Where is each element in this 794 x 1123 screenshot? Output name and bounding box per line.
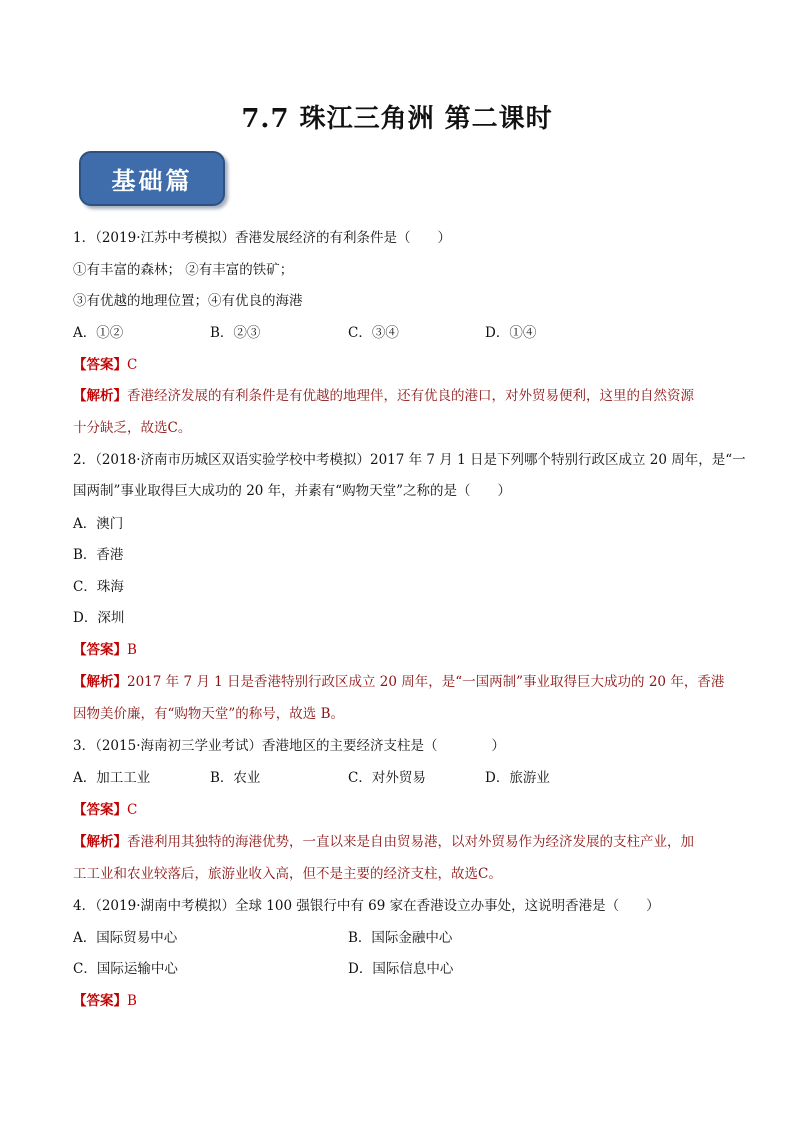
page-title: 7.7 珠江三角洲 第二课时 [241, 104, 553, 134]
q2-explanation-text-1: 2017 年 7 月 1 日是香港特别行政区成立 20 周年，是“一国两制”事业取得巨大成功的 20 年，香港 [127, 674, 725, 690]
answer-label: 【答案】 [73, 357, 127, 373]
q1-option-b: B．②③ [210, 325, 261, 341]
section-badge [79, 151, 225, 206]
q2-option-b: B．香港 [73, 547, 124, 563]
explanation-label: 【解析】 [73, 834, 127, 850]
q2-option-d: D．深圳 [73, 610, 125, 626]
q2-explanation-line-1 [73, 672, 724, 692]
answer-label: 【答案】 [73, 993, 127, 1009]
q2-answer [73, 640, 137, 660]
section-badge-label: 基础篇 [111, 166, 193, 195]
answer-label: 【答案】 [73, 642, 127, 658]
answer-label: 【答案】 [73, 802, 127, 818]
q3-explanation-text-1: 香港利用其独特的海港优势，一直以来是自由贸易港，以对外贸易作为经济发展的支柱产业，加 [127, 834, 694, 850]
q4-answer-value: B [127, 993, 137, 1009]
q1-explanation-line-2: 十分缺乏，故选C。 [73, 420, 192, 436]
q2-option-a: A．澳门 [73, 516, 124, 532]
q3-answer [73, 800, 137, 820]
q3-option-d: D．旅游业 [485, 770, 550, 786]
q4-answer [73, 991, 137, 1011]
q1-answer [73, 355, 137, 375]
q4-option-d: D．国际信息中心 [348, 961, 454, 977]
q1-option-c: C．③④ [348, 325, 399, 341]
q1-condition-line-1: ①有丰富的森林； ②有丰富的铁矿； [73, 262, 294, 278]
q3-option-b: B．农业 [210, 770, 261, 786]
q1-answer-value: C [127, 357, 138, 373]
q4-option-b: B．国际金融中心 [348, 930, 453, 946]
q4-option-c: C．国际运输中心 [73, 961, 178, 977]
q1-condition-line-2: ③有优越的地理位置；④有优良的海港 [73, 293, 303, 309]
q2-explanation-line-2: 因物美价廉，有“购物天堂”的称号，故选 B。 [73, 706, 345, 722]
q1-option-d: D．①④ [485, 325, 537, 341]
q4-option-a: A．国际贸易中心 [73, 930, 178, 946]
q3-answer-value: C [127, 802, 138, 818]
q3-option-c: C．对外贸易 [348, 770, 426, 786]
q4-stem: 4．（2019·湖南中考模拟）全球 100 强银行中有 69 家在香港设立办事处，这说明香港是（ ） [73, 898, 660, 914]
explanation-label: 【解析】 [73, 388, 127, 404]
q2-stem-line-1: 2．（2018·济南市历城区双语实验学校中考模拟）2017 年 7 月 1 日是下列哪个特别行政区成立 20 周年，是“一 [73, 452, 746, 468]
q1-option-a: A．①② [73, 325, 124, 341]
q3-option-a: A．加工工业 [73, 770, 151, 786]
q3-explanation-line-2: 工工业和农业较落后，旅游业收入高，但不是主要的经济支柱，故选C。 [73, 866, 502, 882]
q3-explanation-line-1 [73, 832, 694, 852]
q2-answer-value: B [127, 642, 137, 658]
q1-explanation-text-1: 香港经济发展的有利条件是有优越的地理伴，还有优良的港口，对外贸易便利，这里的自然资源 [127, 388, 694, 404]
q3-stem: 3．（2015·海南初三学业考试）香港地区的主要经济支柱是（ ） [73, 738, 505, 754]
q2-stem-line-2: 国两制”事业取得巨大成功的 20 年，并素有“购物天堂”之称的是（ ） [73, 483, 511, 499]
q1-stem: 1．（2019·江苏中考模拟）香港发展经济的有利条件是（ ） [73, 230, 451, 246]
explanation-label: 【解析】 [73, 674, 127, 690]
q1-explanation-line-1 [73, 386, 694, 406]
q2-option-c: C．珠海 [73, 579, 124, 595]
